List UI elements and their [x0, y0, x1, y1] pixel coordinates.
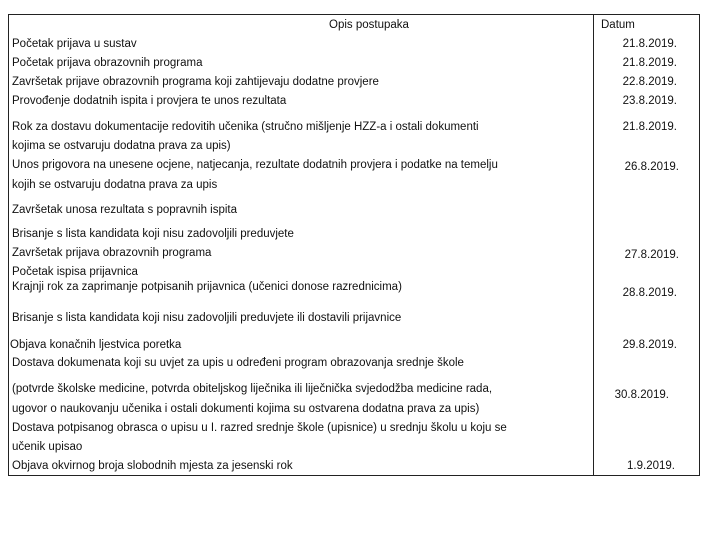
row-date: 1.9.2019. [627, 460, 675, 472]
row-date: 21.8.2019. [622, 38, 677, 50]
row-text: Krajnji rok za zaprimanje potpisanih prijavnica (učenici donose razrednicima) [12, 281, 402, 293]
column-divider [593, 15, 594, 475]
header-date: Datum [601, 19, 635, 31]
row-text: učenik upisao [12, 441, 83, 453]
row-text: ugovor o naukovanju učenika i ostali dokumenti kojima su ostvarena dodatna prava za upis) [12, 403, 480, 415]
row-date: 30.8.2019. [614, 389, 669, 401]
row-text: Početak prijava obrazovnih programa [12, 57, 203, 69]
row-text: (potvrde školske medicine, potvrda obiteljskog liječnika ili liječnička svjedodžba medicine rada, [12, 383, 493, 395]
header-description: Opis postupaka [329, 19, 409, 31]
row-date: 28.8.2019. [622, 287, 677, 299]
row-date: 21.8.2019. [622, 57, 677, 69]
row-date: 23.8.2019. [622, 95, 677, 107]
row-text: Objava konačnih ljestvica poretka [10, 339, 182, 351]
row-text: Početak ispisa prijavnica [12, 266, 138, 278]
row-text: Brisanje s lista kandidata koji nisu zadovoljili preduvjete ili dostavili prijavnice [12, 312, 402, 324]
row-text: Završetak prijava obrazovnih programa [12, 247, 212, 259]
row-text: Provođenje dodatnih ispita i provjera te unos rezultata [12, 95, 287, 107]
row-text: Početak prijava u sustav [12, 38, 137, 50]
schedule-table [8, 14, 700, 476]
row-text: kojima se ostvaruju dodatna prava za upis) [12, 140, 231, 152]
row-date: 27.8.2019. [624, 249, 679, 261]
row-text: Unos prigovora na unesene ocjene, natjecanja, rezultate dodatnih provjera i podatke na temelju [12, 159, 498, 171]
row-text: Brisanje s lista kandidata koji nisu zadovoljili preduvjete [12, 228, 294, 240]
row-date: 26.8.2019. [624, 161, 679, 173]
row-text: Objava okvirnog broja slobodnih mjesta za jesenski rok [12, 460, 293, 472]
row-date: 22.8.2019. [622, 76, 677, 88]
row-text: Završetak unosa rezultata s popravnih ispita [12, 204, 238, 216]
row-text: Završetak prijave obrazovnih programa koji zahtijevaju dodatne provjere [12, 76, 379, 88]
row-date: 29.8.2019. [622, 339, 677, 351]
row-text: kojih se ostvaruju dodatna prava za upis [12, 179, 218, 191]
row-date: 21.8.2019. [622, 121, 677, 133]
row-text: Dostava potpisanog obrasca o upisu u I. razred srednje škole (upisnice) u srednju školu u koju se [12, 422, 507, 434]
row-text: Rok za dostavu dokumentacije redovitih učenika (stručno mišljenje HZZ-a i ostali dokumenti [12, 121, 479, 133]
row-text: Dostava dokumenata koji su uvjet za upis u određeni program obrazovanja srednje škole [12, 357, 464, 369]
